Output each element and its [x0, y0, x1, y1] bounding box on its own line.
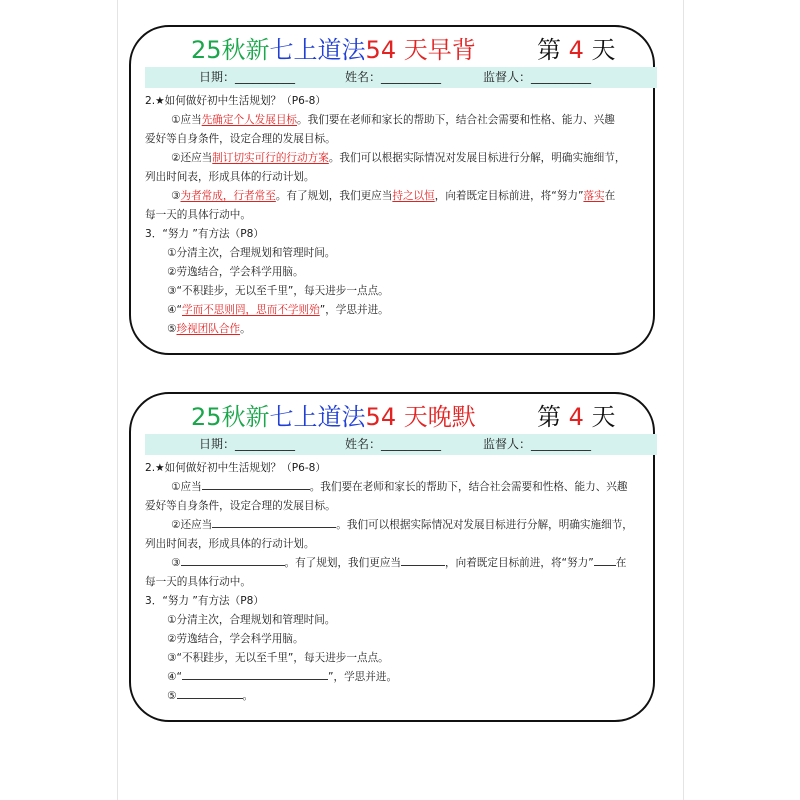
- page-edge-left: [117, 0, 118, 800]
- list-item: ②还应当 。我们可以根据实际情况对发展目标进行分解，明确实施细节，: [145, 516, 653, 535]
- name-field[interactable]: 姓名：__________: [345, 70, 442, 84]
- card-title: [191, 398, 476, 436]
- list-item: ⑤ 。: [145, 687, 653, 706]
- title-plan: 54 天晚默: [365, 403, 476, 431]
- card-title: [191, 31, 476, 69]
- list-item-continued: 爱好等自身条件，设定合理的发展目标。: [145, 500, 336, 512]
- list-item-continued: 每一天的具体行动中。: [145, 209, 251, 221]
- fill-blank[interactable]: [212, 516, 336, 528]
- list-item: ③“不积跬步，无以至千里”，每天进步一点点。: [167, 652, 389, 664]
- name-field[interactable]: 姓名：__________: [345, 437, 442, 451]
- answer-text: 先确定个人发展目标: [201, 114, 298, 126]
- day-counter: 第 4 天: [537, 36, 616, 64]
- list-item: ②劳逸结合，学会科学用脑。: [167, 266, 304, 278]
- title-plan: 54 天早背: [365, 36, 476, 64]
- card-content: [145, 92, 653, 339]
- title-subject: 七上道法: [269, 36, 366, 64]
- list-item: ①应当先确定个人发展目标。我们要在老师和家长的帮助下，结合社会需要和性格、能力、兴趣: [171, 114, 615, 126]
- morning-recitation-card: [129, 25, 655, 355]
- list-item: ④“学而不思则罔，思而不学则殆”，学思并进。: [167, 304, 389, 316]
- list-item: ③为者常成，行者常至。有了规划，我们更应当持之以恒，向着既定目标前进，将“努力”落实在: [171, 190, 616, 202]
- evening-dictation-card: [129, 392, 655, 722]
- answer-text: 为者常成，行者常至: [180, 190, 276, 202]
- list-item: ①分清主次，合理规划和管理时间。: [167, 614, 336, 626]
- fill-blank[interactable]: [177, 687, 243, 699]
- fill-blank[interactable]: [182, 668, 328, 680]
- answer-text: 学而不思则罔，思而不学则殆: [182, 304, 320, 316]
- list-item: ④“ ”，学思并进。: [145, 668, 653, 687]
- question-heading: 2.★如何做好初中生活规划？（P6-8）: [145, 462, 327, 474]
- answer-text: 珍视团队合作: [176, 323, 241, 335]
- question-heading: 3．“努力 ”有方法（P8）: [145, 228, 264, 240]
- title-term: 25秋新: [191, 403, 270, 431]
- list-item-continued: 列出时间表，形成具体的行动计划。: [145, 538, 315, 550]
- supervisor-field[interactable]: 监督人：__________: [483, 70, 592, 84]
- fill-blank[interactable]: [202, 478, 310, 490]
- question-heading: 3．“努力 ”有方法（P8）: [145, 595, 264, 607]
- list-item: ③ 。有了规划，我们更应当 ，向着既定目标前进，将“努力” 在: [145, 554, 653, 573]
- answer-text: 制订切实可行的行动方案: [212, 152, 329, 164]
- answer-text: 持之以恒: [392, 190, 435, 202]
- question-heading: 2.★如何做好初中生活规划？（P6-8）: [145, 95, 327, 107]
- fill-blank[interactable]: [594, 554, 616, 566]
- supervisor-field[interactable]: 监督人：__________: [483, 437, 592, 451]
- list-item-continued: 爱好等自身条件，设定合理的发展目标。: [145, 133, 336, 145]
- list-item: ①应当 。我们要在老师和家长的帮助下，结合社会需要和性格、能力、兴趣: [145, 478, 653, 497]
- fill-blank[interactable]: [401, 554, 445, 566]
- answer-text: 落实: [583, 190, 605, 202]
- day-number: 4: [568, 403, 584, 431]
- list-item: ①分清主次，合理规划和管理时间。: [167, 247, 336, 259]
- card-content: [145, 459, 653, 706]
- date-field[interactable]: 日期：__________: [199, 437, 296, 451]
- list-item: ②还应当制订切实可行的行动方案。我们可以根据实际情况对发展目标进行分解，明确实施细节，: [171, 152, 626, 164]
- title-subject: 七上道法: [269, 403, 366, 431]
- fill-blank[interactable]: [181, 554, 285, 566]
- list-item: ⑤珍视团队合作。: [167, 323, 251, 335]
- title-term: 25秋新: [191, 36, 270, 64]
- info-bar: [145, 67, 657, 88]
- list-item-continued: 列出时间表，形成具体的行动计划。: [145, 171, 315, 183]
- page-edge-right: [683, 0, 684, 800]
- day-counter: 第 4 天: [537, 403, 616, 431]
- info-bar: [145, 434, 657, 455]
- list-item-continued: 每一天的具体行动中。: [145, 576, 251, 588]
- list-item: ③“不积跬步，无以至千里”，每天进步一点点。: [167, 285, 389, 297]
- date-field[interactable]: 日期：__________: [199, 70, 296, 84]
- list-item: ②劳逸结合，学会科学用脑。: [167, 633, 304, 645]
- day-number: 4: [568, 36, 584, 64]
